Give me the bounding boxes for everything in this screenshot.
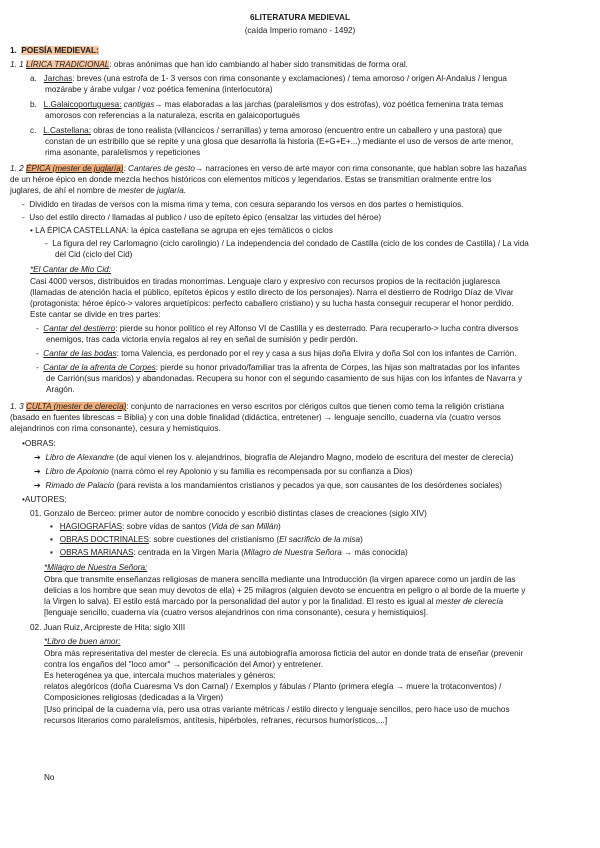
section-1-2-line1: 1. 2 ÉPICA (mester de juglaría): Cantares de gesto→ narraciones en verso de arte mayor con rima consonante, que hablan sobre las hazañas [10,164,527,173]
item-c-line2: constan de un estribillo que se repite y una glosa que desarrolla la historia (E+G+E+...) mediante el uso de versos de arte menor, [45,137,514,146]
square-bullet-icon: ▪ [50,522,53,531]
epica-bullet-1: - Dividido en tiradas de versos con la misma rima y tema, con cesura separando los versos en dos partes o hemistiquios. [22,200,464,209]
item-a-line1: a. Jarchas: breves (una estrofa de 1- 3 versos con rima consonante y exclamaciones) / tema amoroso / origen Al-Andalus / lengua [30,74,507,83]
item-c-line1: c. L.Castellana: obras de tono realista (villancicos / serranillas) y tema amoroso (encuentro entre un caballero y una pastora) que [30,126,502,135]
obra-2: ➔ Libro de Apolonio (narra cómo el rey Apolonio y su familia es recompensada por su confianza a Dios) [34,467,413,476]
epica-bullet-2: - Uso del estilo directo / llamadas al publico / uso de epíteto épico (ensalzar las virtudes del héroe) [22,213,382,222]
cantar-3-line3: Aragón. [46,385,75,394]
cantar-1-line2: enemigos, tras cada victoria envía regalos al rey en señal de sumisión y pedir perdón. [46,335,358,344]
trailing-text: No [44,773,55,782]
lba-p5: Composiciones religiosas (dedicadas a la Virgen) [44,693,224,702]
section-1-3-line3: alejandrinos con rima consonante), cesura y hemistiquios. [10,424,221,433]
obra-3: ➔ Rimado de Palacio (para revista a los mandamientos cristianos y pecados ya que, son causantes de los desórdenes sociales) [34,481,502,490]
cantar-3-line2: de Carrión(sus maridos) y abandonadas. Recupera su honor con el segundo casamiento de sus hijas con los infantes de Navarra y [46,374,523,383]
section-1-heading: 1. POESÍA MEDIEVAL: [10,46,99,55]
item-c-line3: rima asonante, paralelismos y repeticiones [45,148,201,157]
milagro-p2: delicias a los hombre que sean muy devotos de ella) + 25 milagros (alguien devoto se encuentra en peligro o al borde de la muerte y [44,586,526,595]
arrow-icon: ➔ [34,453,41,462]
square-bullet-icon: ▪ [50,535,53,544]
mio-cid-p2: (llamadas de atención hacia el público, epítetos épicos y estilo directo de los personajes). Narra el destierro de Rodrigo Díaz de Vivar [30,288,514,297]
section-1-2-line2: de un héroe épico en donde mezcla hechos históricos con elementos míticos y legendarios. Estas se transmitían oralmente entre los [10,175,492,184]
square-bullet-icon: ▪ [50,548,53,557]
lba-p3: Es heterogénea ya que, intercala muchos materiales y géneros: [44,671,276,680]
obra-hagiografias: ▪ HAGIOGRAFÍAS: sobre vidas de santos (Vida de san Millán) [50,522,281,531]
milagro-p4: [lenguaje sencillo, cuaderna vía (cuatro versos alejandrinos con rima consonante), cesura y hemistiquios]. [44,608,429,617]
mio-cid-p4: Este cantar se divide en tres partes: [30,310,161,319]
cantar-2-line1: - Cantar de las bodas: toma Valencia, es perdonado por el rey y casa a sus hijas doña Elvira y doña Sol con los infantes de Carrión. [36,349,517,358]
epica-castellana-bullet: • LA ÉPICA CASTELLANA: la épica castellana se agrupa en ejes temáticos o ciclos [30,226,333,235]
autor-01: 01. Gonzalo de Berceo: primer autor de nombre conocido y escribió distintas clases de creaciones (siglo XIV) [30,509,427,518]
section-1-2-line3: juglares, de ahí el nombre de mester de juglaría. [10,186,187,195]
section-1-3-line1: 1. 3 CULTA (mester de clerecía): conjunto de narraciones en verso escritos por clérigos cultos que tienen como tema la religión cristiana [10,402,505,411]
ciclos-line1: - La figura del rey Carlomagno (ciclo carolingio) / La independencia del condado de Castilla (ciclo de los condes de Castilla) / La vida [45,239,529,248]
arrow-icon: ➔ [34,481,41,490]
item-b-line1: b. L.Galaicoportuguesa: cantigas→ mas elaboradas a las jarchas (paralelismos y dos estrofas), voz poética femenina trata temas [30,100,504,109]
mio-cid-heading: *El Cantar de Mio Cid: [30,265,111,274]
section-1-3-line2: (basado en fuentes librescas = Biblia) y con una doble finalidad (didáctica, entretener) → lenguaje sencillo, cuaderna vía (cuatro versos [10,413,501,422]
arrow-icon: ➔ [34,467,41,476]
lba-p1: Obra más representativa del mester de clerecía. Es una autobiografía amorosa ficticia del autor en donde trata de enseñar (prevenir [44,649,524,658]
page-title: 6LITERATURA MEDIEVAL [250,13,350,22]
autores-heading: •AUTORES: [22,495,67,504]
bullet-icon: • [22,495,25,504]
obra-doctrinales: ▪ OBRAS DOCTRINALES: sobre cuestiones del cristianismo (El sacrificio de la misa) [50,535,363,544]
section-1-1-line: 1. 1 LÍRICA TRADICIONAL: obras anónimas que han ido cambiando al haber sido transmitidas de forma oral. [10,60,408,69]
milagro-p1: Obra que transmite enseñanzas religiosas de manera sencilla mediante una Introducción (la virgen aparece como un jardín de las [44,575,516,584]
lba-p2: contra los engaños del "loco amor" → personificación del Amor) y entretener. [44,660,323,669]
item-a-line2: mozárabe y árabe vulgar / voz poética femenina (interlocutora) [45,85,273,94]
lba-p7: recursos literarios como paralelismos, antítesis, hipérboles, refranes, recursos humorísticos,...] [44,716,388,725]
lba-p4: relatos alegóricos (doña Cuaresma Vs don Carnal) / Exemplos y fábulas / Planto (primera elegía → muere la trotaconventos) / [44,682,502,691]
mio-cid-p1: Casi 4000 versos, distribuidos en tiradas monorrimas. Lenguaje claro y expresivo con recursos propios de la recitación juglaresca [30,277,501,286]
bullet-icon: • [30,226,33,235]
cantar-3-line1: - Cantar de la afrenta de Corpes: pierde su honor privado/familiar tras la afrenta de Corpes, las hijas son maltratadas por los infantes [36,363,520,372]
page-subtitle: (caída Imperio romano - 1492) [244,26,356,35]
libro-buen-amor-heading: *Libro de buen amor: [44,637,121,646]
bullet-icon: • [22,439,25,448]
milagro-heading: *Milagro de Nuestra Señora: [44,563,148,572]
obras-heading: •OBRAS: [22,439,56,448]
obra-1: ➔ Libro de Alexandre (de aquí vienen los v. alejandrinos, biografía de Alejandro Magno, modelo de escritura del mester de clerecía) [34,453,514,462]
milagro-p3: la Virgen lo salva). El estilo está marcado por la personalidad del autor y por la finalidad. El resto es igual al mester de clerecía [44,597,504,606]
item-b-line2: amorosos con referencias a la naturaleza, escrita en galaicoportugués [45,111,300,120]
mio-cid-p3: (protagonista: héroe épico-> valores arquetípicos: perfecto caballero cristiano) y su lucha hasta conseguir recuperar el honor perdido. [30,299,514,308]
obra-marianas: ▪ OBRAS MARIANAS: centrada en la Virgen María (Milagro de Nuestra Señora → más conocida) [50,548,408,557]
cantar-1-line1: - Cantar del destierro: pierde su honor político el rey Alfonso VI de Castilla y es desterrado. Para recuperarlo-> lucha contra diversos [36,324,519,333]
lba-p6: [Uso principal de la cuaderna vía, pero usa otras variante métricas / estilo directo y lenguaje sencillos, pero hace uso de muchos [44,705,510,714]
autor-02: 02. Juan Ruiz, Arcipreste de Hita: siglo XIII [30,623,186,632]
ciclos-line2: del Cid (ciclo del Cid) [55,250,133,259]
